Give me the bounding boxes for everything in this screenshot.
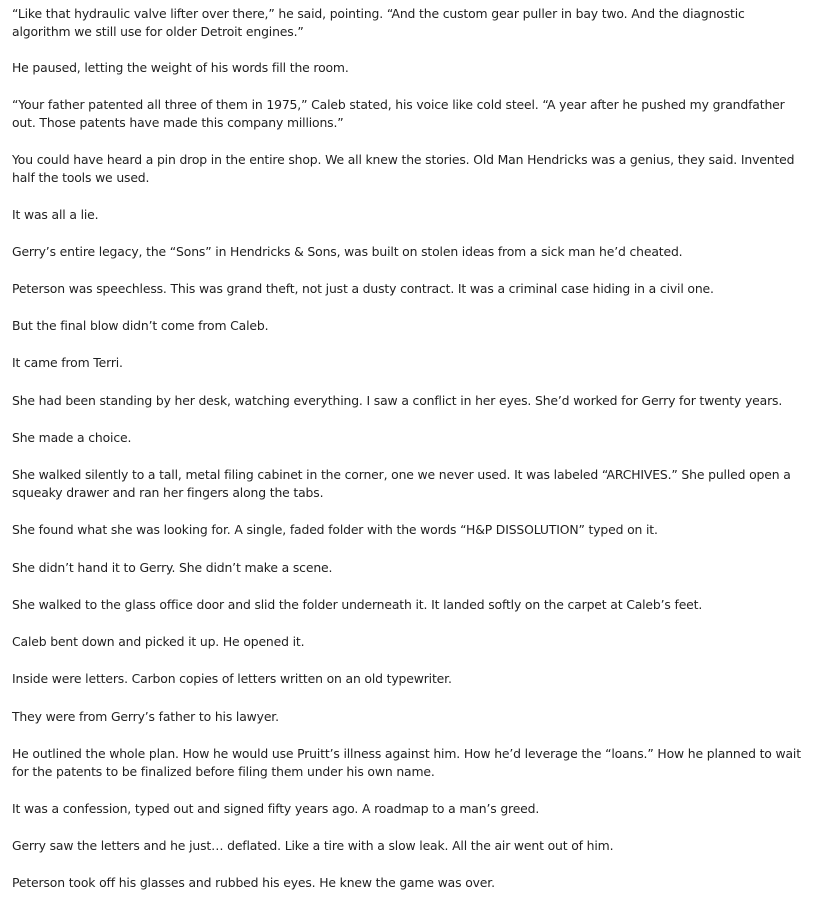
paragraph-12: She walked silently to a tall, metal filing cabinet in the corner, one we never used. It was labeled “ARCHIVES.” She pulled open a squeaky drawer and ran her fingers along the tabs. <box>12 467 791 500</box>
paragraph-7: Peterson was speechless. This was grand theft, not just a dusty contract. It was a criminal case hiding in a civil one. <box>12 281 714 296</box>
paragraph-6: Gerry’s entire legacy, the “Sons” in Hendricks & Sons, was built on stolen ideas from a sick man he’d cheated. <box>12 244 683 259</box>
paragraph-16: Caleb bent down and picked it up. He opened it. <box>12 634 305 649</box>
paragraph-13: She found what she was looking for. A single, faded folder with the words “H&P DISSOLUTION” typed on it. <box>12 522 658 537</box>
paragraph-14: She didn’t hand it to Gerry. She didn’t make a scene. <box>12 560 333 575</box>
paragraph-3: “Your father patented all three of them in 1975,” Caleb stated, his voice like cold steel. “A year after he pushed my grandfather out. Those patents have made this company millions.” <box>12 97 785 130</box>
paragraph-19: He outlined the whole plan. How he would use Pruitt’s illness against him. How he’d leverage the “loans.” How he planned to wait for the patents to be finalized before filing them under his own name. <box>12 746 801 779</box>
paragraph-22: Peterson took off his glasses and rubbed his eyes. He knew the game was over. <box>12 875 495 890</box>
paragraph-18: They were from Gerry’s father to his lawyer. <box>12 709 279 724</box>
paragraph-11: She made a choice. <box>12 430 132 445</box>
paragraph-10: She had been standing by her desk, watching everything. I saw a conflict in her eyes. She’d worked for Gerry for twenty years. <box>12 393 783 408</box>
paragraph-17: Inside were letters. Carbon copies of letters written on an old typewriter. <box>12 671 452 686</box>
paragraph-15: She walked to the glass office door and slid the folder underneath it. It landed softly on the carpet at Caleb’s feet. <box>12 597 703 612</box>
paragraph-8: But the final blow didn’t come from Caleb. <box>12 318 269 333</box>
paragraph-5: It was all a lie. <box>12 207 99 222</box>
paragraph-20: It was a confession, typed out and signed fifty years ago. A roadmap to a man’s greed. <box>12 801 540 816</box>
paragraph-21: Gerry saw the letters and he just… deflated. Like a tire with a slow leak. All the air went out of him. <box>12 838 614 853</box>
paragraph-1: “Like that hydraulic valve lifter over there,” he said, pointing. “And the custom gear puller in bay two. And the diagnostic algorithm we still use for older Detroit engines.” <box>12 6 745 39</box>
paragraph-9: It came from Terri. <box>12 355 123 370</box>
paragraph-4: You could have heard a pin drop in the entire shop. We all knew the stories. Old Man Hendricks was a genius, they said. Invented half the tools we used. <box>12 152 795 185</box>
paragraph-2: He paused, letting the weight of his words fill the room. <box>12 60 349 75</box>
